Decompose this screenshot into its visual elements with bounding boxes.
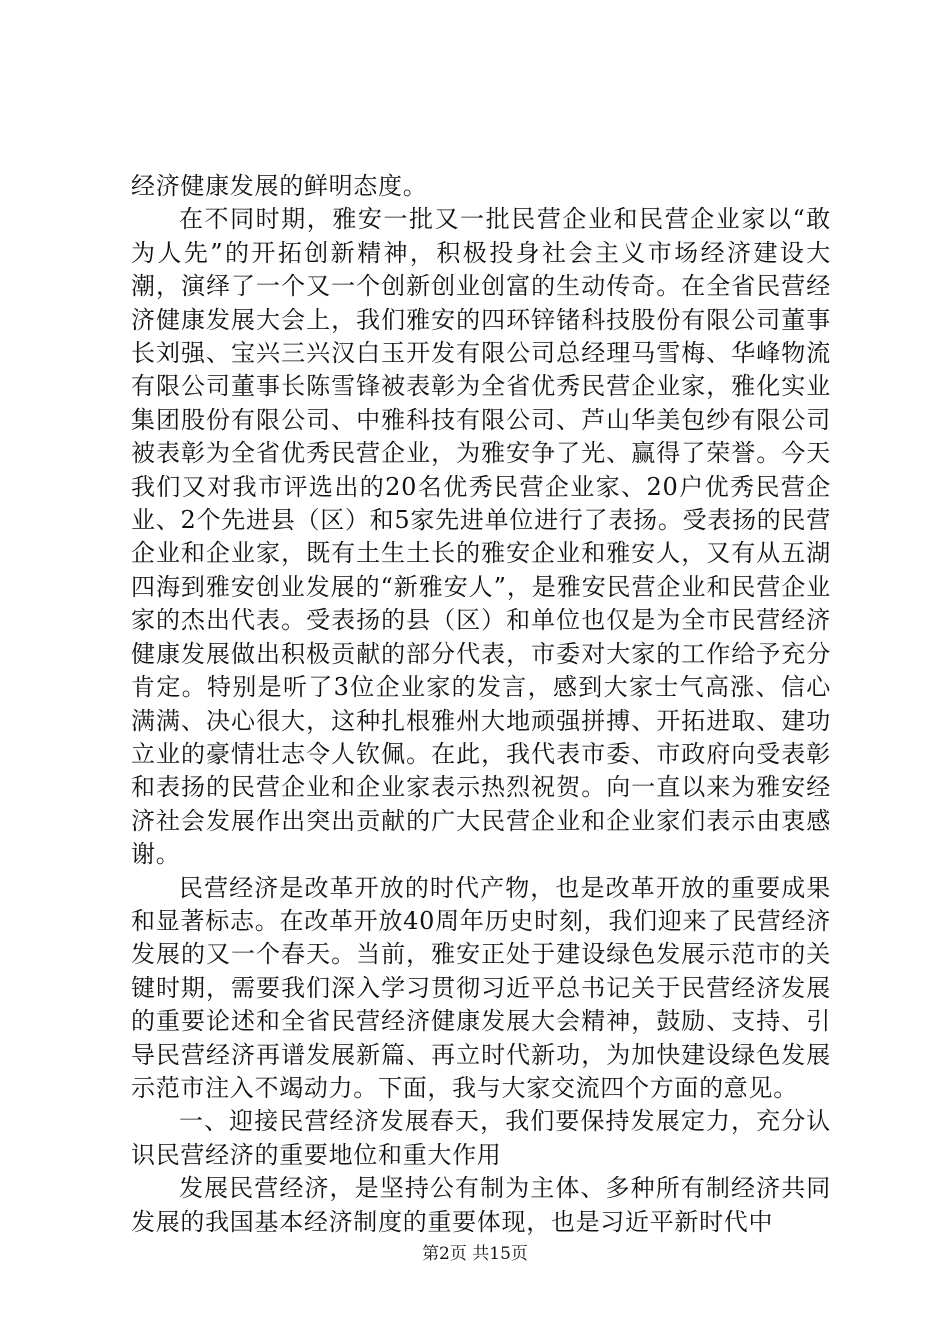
paragraph-3: 民营经济是改革开放的时代产物，也是改革开放的重要成果和显著标志。在改革开放40周年历史时刻，我们迎来了民营经济发展的又一个春天。当前，雅安正处于建设绿色发展示范市的关键时期，需要我们深入学习贯彻习近平总书记关于民营经济发展的重要论述和全省民营经济健康发展大会精神，鼓励、支持、引导民营经济再谱发展新篇、再立时代新功，为加快建设绿色发展示范市注入不竭动力。下面，我与大家交流四个方面的意见。 [131, 873, 831, 1102]
paragraph-4: 发展民营经济，是坚持公有制为主体、多种所有制经济共同发展的我国基本经济制度的重要体现，也是习近平新时代中 [131, 1174, 831, 1236]
paragraph-1: 经济健康发展的鲜明态度。 [131, 172, 428, 200]
page-number-footer: 第2页 共15页 [422, 1244, 528, 1264]
paragraph-2: 在不同时期，雅安一批又一批民营企业和民营企业家以“敢为人先”的开拓创新精神，积极投身社会主义市场经济建设大潮，演绎了一个又一个创新创业创富的生动传奇。在全省民营经济健康发展大会上，我们雅安的四环锌锗科技股份有限公司董事长刘强、宝兴三兴汉白玉开发有限公司总经理马雪梅、华峰物流有限公司董事长陈雪锋被表彰为全省优秀民营企业家，雅化实业集团股份有限公司、中雅科技有限公司、芦山华美包纱有限公司被表彰为全省优秀民营企业，为雅安争了光、赢得了荣誉。今天我们又对我市评选出的20名优秀民营企业家、20户优秀民营企业、2个先进县（区）和5家先进单位进行了表扬。受表扬的民营企业和企业家，既有土生土长的雅安企业和雅安人，又有从五湖四海到雅安创业发展的“新雅安人”，是雅安民营企业和民营企业家的杰出代表。受表扬的县（区）和单位也仅是为全市民营经济健康发展做出积极贡献的部分代表，市委对大家的工作给予充分肯定。特别是听了3位企业家的发言，感到大家士气高涨、信心满满、决心很大，这种扎根雅州大地顽强拼搏、开拓进取、建功立业的豪情壮志令人钦佩。在此，我代表市委、市政府向受表彰和表扬的民营企业和企业家表示热烈祝贺。向一直以来为雅安经济社会发展作出突出贡献的广大民营企业和企业家们表示由衷感谢。 [131, 205, 831, 869]
document-body [131, 170, 831, 1239]
section-heading-1: 一、迎接民营经济发展春天，我们要保持发展定力，充分认识民营经济的重要地位和重大作用 [131, 1107, 831, 1169]
